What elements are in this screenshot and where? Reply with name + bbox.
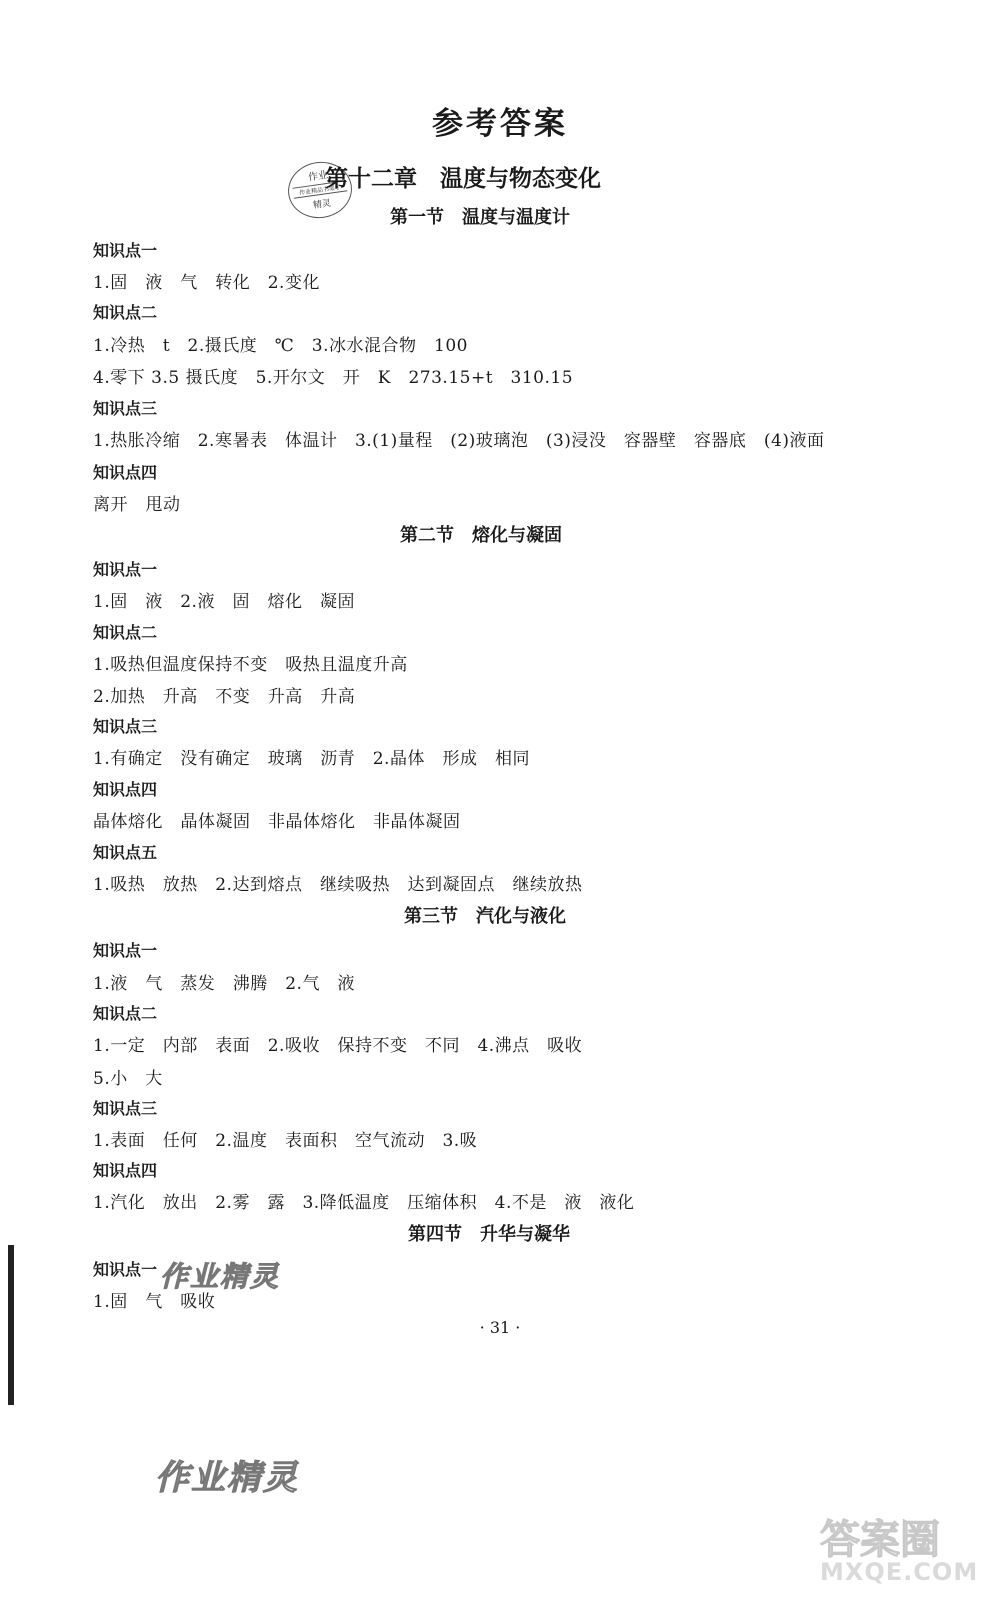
answer-line: 1.固 液 气 转化 2.变化 xyxy=(93,273,320,293)
answer-line: 1.吸热但温度保持不变 吸热且温度升高 xyxy=(93,655,408,675)
kp-heading: 知识点三 xyxy=(93,717,158,736)
section-title-3: 第三节 汽化与液化 xyxy=(404,906,566,927)
kp-heading: 知识点三 xyxy=(93,399,158,418)
kp-heading: 知识点一 xyxy=(93,560,158,579)
stamp-seal: 作业 作业精品书架子 精灵 xyxy=(284,158,355,222)
answer-line: 2.加热 升高 不变 升高 升高 xyxy=(93,687,356,707)
chapter-title: 第十二章 温度与物态变化 xyxy=(325,166,601,192)
answer-line: 5.小 大 xyxy=(93,1069,163,1089)
section-title-2: 第二节 熔化与凝固 xyxy=(400,525,562,546)
section-title-1: 第一节 温度与温度计 xyxy=(390,207,570,228)
answer-line: 晶体熔化 晶体凝固 非晶体熔化 非晶体凝固 xyxy=(93,812,461,832)
page-title: 参考答案 xyxy=(432,106,568,142)
kp-heading: 知识点二 xyxy=(93,1004,158,1023)
kp-heading: 知识点四 xyxy=(93,463,158,482)
answer-line: 1.固 液 2.液 固 熔化 凝固 xyxy=(93,592,355,612)
section-title-4: 第四节 升华与凝华 xyxy=(408,1224,570,1245)
answer-line: 1.表面 任何 2.温度 表面积 空气流动 3.吸 xyxy=(93,1131,478,1151)
answer-line: 离开 甩动 xyxy=(93,495,181,515)
kp-heading: 知识点五 xyxy=(93,843,158,862)
kp-heading: 知识点一 xyxy=(93,1260,158,1279)
answer-line: 1.固 气 吸收 xyxy=(93,1292,216,1312)
page-number: · 31 · xyxy=(479,1318,521,1337)
kp-heading: 知识点四 xyxy=(93,1161,158,1180)
kp-heading: 知识点二 xyxy=(93,623,158,642)
answer-line: 1.一定 内部 表面 2.吸收 保持不变 不同 4.沸点 吸收 xyxy=(93,1036,583,1056)
site-logo-url: MXQE.COM xyxy=(820,1558,979,1586)
answer-line: 1.液 气 蒸发 沸腾 2.气 液 xyxy=(93,974,355,994)
kp-heading: 知识点二 xyxy=(93,303,158,322)
kp-heading: 知识点四 xyxy=(93,780,158,799)
watermark: 作业精灵 xyxy=(160,1260,281,1293)
site-logo: 答案圈 xyxy=(820,1517,940,1563)
answer-line: 1.有确定 没有确定 玻璃 沥青 2.晶体 形成 相同 xyxy=(93,749,530,769)
answer-line: 4.零下 3.5 摄氏度 5.开尔文 开 K 273.15+t 310.15 xyxy=(93,368,574,388)
kp-heading: 知识点一 xyxy=(93,241,158,260)
kp-heading: 知识点三 xyxy=(93,1099,158,1118)
answer-line: 1.吸热 放热 2.达到熔点 继续吸热 达到凝固点 继续放热 xyxy=(93,875,583,895)
answer-line: 1.汽化 放出 2.雾 露 3.降低温度 压缩体积 4.不是 液 液化 xyxy=(93,1193,635,1213)
scan-edge-mark xyxy=(8,1245,14,1405)
answer-line: 1.冷热 t 2.摄氏度 ℃ 3.冰水混合物 100 xyxy=(93,336,468,356)
watermark: 作业精灵 xyxy=(155,1458,299,1498)
kp-heading: 知识点一 xyxy=(93,941,158,960)
answer-line: 1.热胀冷缩 2.寒暑表 体温计 3.(1)量程 (2)玻璃泡 (3)浸没 容器壁 容器底 (4)液面 xyxy=(93,431,825,451)
